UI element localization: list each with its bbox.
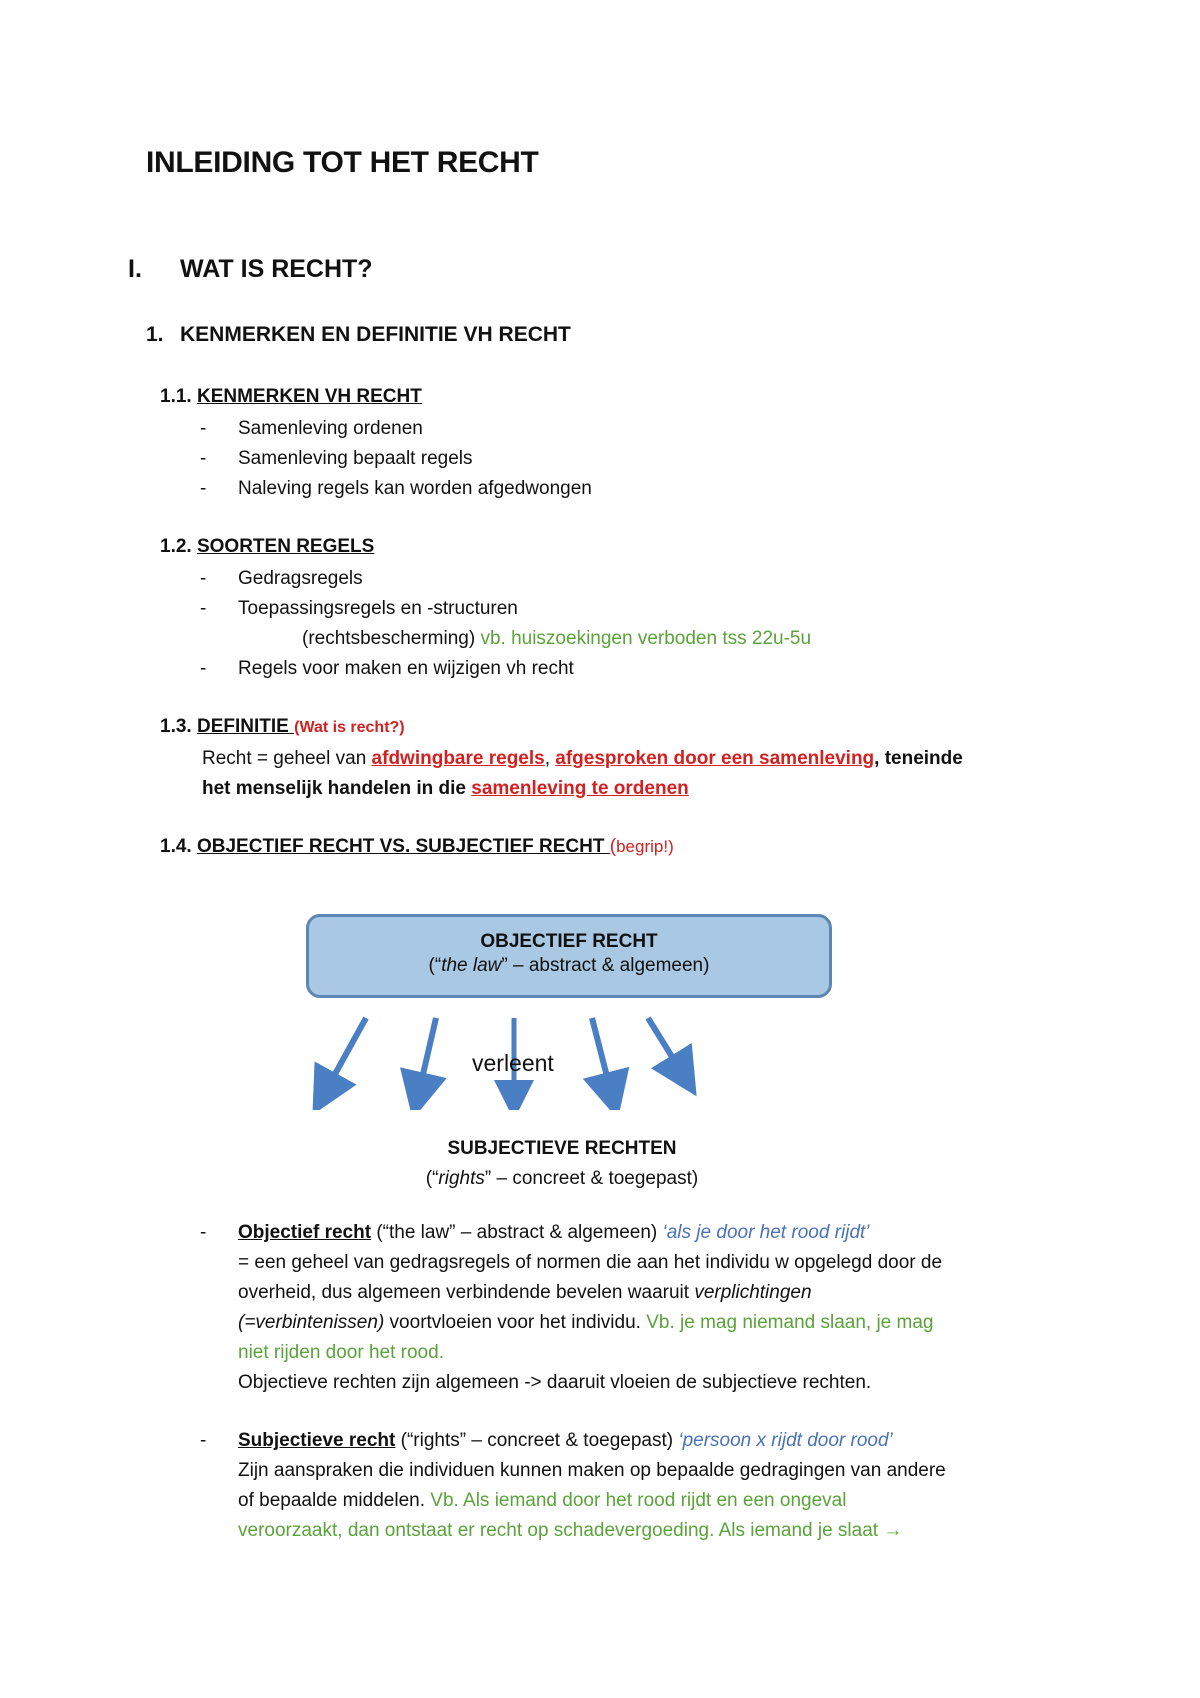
heading-label: SOORTEN REGELS bbox=[196, 536, 375, 557]
box-subtitle-italic: the law bbox=[441, 955, 502, 976]
list-item: Samenleving bepaalt regels bbox=[238, 448, 473, 469]
box-subtitle-text: ” – abstract & algemeen) bbox=[501, 955, 710, 976]
definition-highlight: samenleving te ordenen bbox=[471, 778, 689, 799]
list-item: Naleving regels kan worden afgedwongen bbox=[238, 478, 592, 499]
box-subtitle-text: (“ bbox=[428, 955, 442, 976]
heading-label: OBJECTIEF RECHT VS. SUBJECTIEF RECHT bbox=[196, 836, 610, 857]
heading-label: KENMERKEN VH RECHT bbox=[196, 386, 422, 407]
heading-number: 1.3. bbox=[160, 716, 192, 737]
paragraph-text: of bepaalde middelen. bbox=[238, 1490, 431, 1511]
objectief-recht-paragraph bbox=[238, 1218, 1098, 1398]
sub-note-example: vb. huiszoekingen verboden tss 22u-5u bbox=[480, 628, 812, 649]
paragraph-italic: (=verbintenissen) bbox=[238, 1312, 385, 1333]
bullet-marker: - bbox=[200, 1430, 207, 1451]
list-item: Toepassingsregels en -structuren bbox=[238, 598, 518, 619]
example-text: Vb. je mag niemand slaan, je mag bbox=[646, 1312, 934, 1333]
subsection-number: 1. bbox=[146, 323, 164, 346]
bullet-marker: - bbox=[200, 568, 207, 589]
paragraph-text: overheid, dus algemeen verbindende bevelen waaruit bbox=[238, 1282, 695, 1303]
definition-highlight: afdwingbare regels bbox=[371, 748, 545, 769]
bullet-marker: - bbox=[200, 1222, 207, 1243]
section-number: I. bbox=[128, 255, 142, 283]
example-text: veroorzaakt, dan ontstaat er recht op schadevergoeding. Als iemand je slaat → bbox=[238, 1520, 903, 1541]
box-title: OBJECTIEF RECHT bbox=[480, 931, 658, 952]
term: Subjectieve recht bbox=[238, 1430, 396, 1451]
paragraph-italic: verplichtingen bbox=[694, 1282, 812, 1303]
heading-label: DEFINITIE bbox=[196, 716, 295, 737]
example-text: niet rijden door het rood. bbox=[238, 1342, 444, 1363]
definition-text: , teneinde bbox=[874, 748, 963, 769]
definition-text: het menselijk handelen in die bbox=[202, 778, 472, 799]
bullet-marker: - bbox=[200, 448, 207, 469]
subjectieve-recht-paragraph bbox=[238, 1426, 1098, 1546]
example-text: Vb. Als iemand door het rood rijdt en een ongeval bbox=[430, 1490, 847, 1511]
heading-1-2 bbox=[160, 536, 374, 558]
definition-line-2 bbox=[202, 774, 689, 804]
heading-number: 1.2. bbox=[160, 536, 192, 557]
arrow-down-right bbox=[592, 1018, 612, 1096]
example-quote: ‘als je door het rood rijdt’ bbox=[662, 1222, 870, 1243]
document-title: INLEIDING TOT HET RECHT bbox=[146, 146, 539, 179]
box-subtitle bbox=[309, 955, 829, 977]
arrow-label: verleent bbox=[472, 1050, 554, 1076]
definition-text: , bbox=[544, 748, 556, 769]
arrow-down-left-far bbox=[324, 1018, 366, 1094]
objectief-recht-box bbox=[306, 914, 832, 998]
term-description: (“the law” – abstract & algemeen) bbox=[371, 1222, 663, 1243]
list-sub-note bbox=[302, 624, 811, 654]
bullet-marker: - bbox=[200, 598, 207, 619]
heading-1-3 bbox=[160, 716, 405, 738]
subjectieve-rechten-subtitle bbox=[282, 1168, 842, 1190]
definition-highlight: afgesproken door een samenleving bbox=[555, 748, 875, 769]
subjectieve-rechten-title: SUBJECTIEVE RECHTEN bbox=[447, 1138, 677, 1159]
term-description: (“rights” – concreet & toegepast) bbox=[395, 1430, 679, 1451]
heading-number: 1.1. bbox=[160, 386, 192, 407]
term: Objectief recht bbox=[238, 1222, 372, 1243]
subtitle-text: ” – concreet & toegepast) bbox=[484, 1168, 699, 1189]
list-item: Samenleving ordenen bbox=[238, 418, 423, 439]
arrow-down-right-far bbox=[648, 1018, 684, 1076]
bullet-marker: - bbox=[200, 418, 207, 439]
example-quote: ‘persoon x rijdt door rood’ bbox=[678, 1430, 893, 1451]
paragraph-text: voortvloeien voor het individu. bbox=[384, 1312, 647, 1333]
heading-note-open: ( bbox=[609, 836, 617, 857]
sub-note-text: (rechtsbescherming) bbox=[302, 628, 476, 649]
definition-line-1 bbox=[202, 744, 963, 774]
heading-1-4 bbox=[160, 836, 674, 858]
section-heading: WAT IS RECHT? bbox=[180, 255, 373, 283]
heading-number: 1.4. bbox=[160, 836, 192, 857]
heading-note: (Wat is recht?) bbox=[294, 719, 405, 736]
paragraph-line: = een geheel van gedragsregels of normen die aan het individu w opgelegd door de bbox=[238, 1252, 943, 1273]
definition-text: Recht = geheel van bbox=[202, 748, 372, 769]
arrow-down-left bbox=[418, 1018, 436, 1096]
bullet-marker: - bbox=[200, 478, 207, 499]
paragraph-line: Zijn aanspraken die individuen kunnen maken op bepaalde gedragingen van andere bbox=[238, 1460, 946, 1481]
subtitle-text: (“ bbox=[425, 1168, 439, 1189]
subtitle-italic: rights bbox=[438, 1168, 485, 1189]
list-item: Gedragsregels bbox=[238, 568, 363, 589]
bullet-marker: - bbox=[200, 658, 207, 679]
list-item: Regels voor maken en wijzigen vh recht bbox=[238, 658, 574, 679]
subsection-heading: KENMERKEN EN DEFINITIE VH RECHT bbox=[180, 323, 571, 346]
paragraph-line: Objectieve rechten zijn algemeen -> daaruit vloeien de subjectieve rechten. bbox=[238, 1372, 872, 1393]
heading-note: begrip!) bbox=[616, 837, 674, 856]
heading-1-1 bbox=[160, 386, 422, 408]
